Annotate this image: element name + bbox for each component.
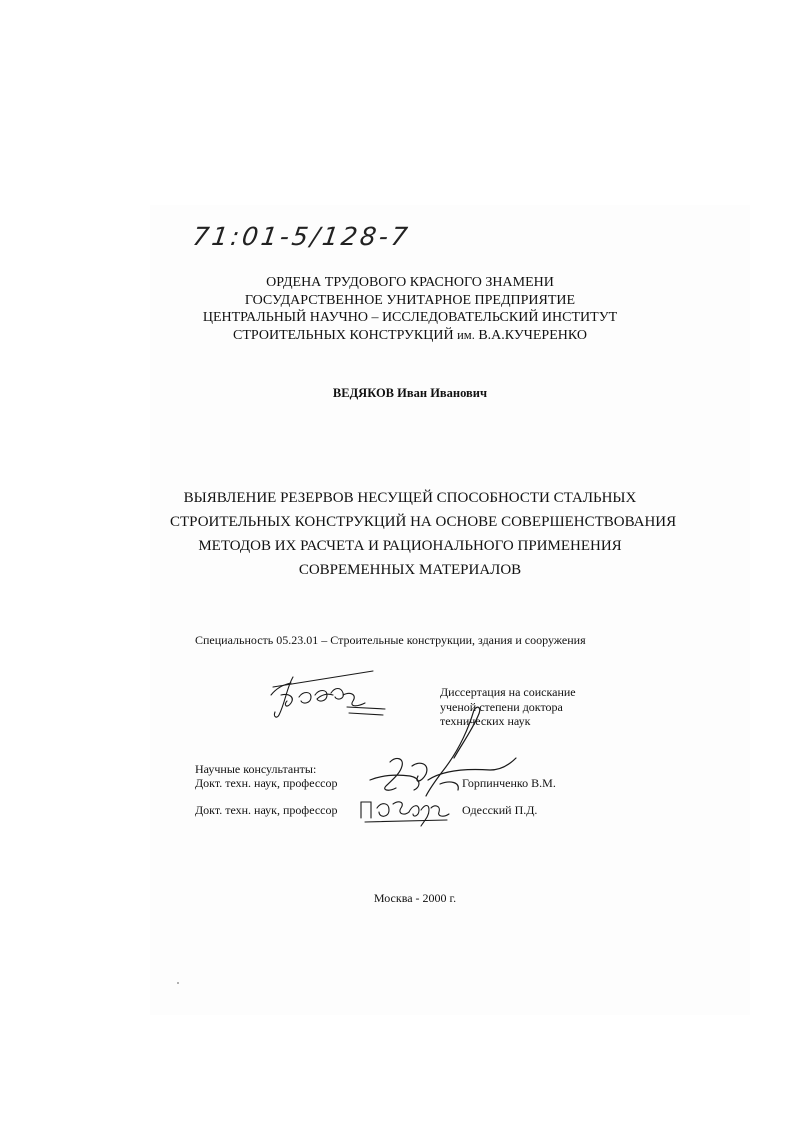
- dissertation-title: [170, 486, 677, 582]
- dissertation-line-2: ученой степени доктора: [440, 699, 563, 714]
- consultants-label: Научные консультанты:: [195, 762, 317, 776]
- org-line-4-main: СТРОИТЕЛЬНЫХ КОНСТРУКЦИЙ: [233, 327, 458, 343]
- consultant-signature-2: [355, 790, 455, 830]
- archive-code: 71:01-5/128-7: [190, 222, 413, 251]
- org-line-4: [190, 327, 630, 345]
- title-line-4: СОВРЕМЕННЫХ МАТЕРИАЛОВ: [298, 562, 522, 578]
- consultant-name-2: Одесский П.Д.: [462, 803, 538, 817]
- dissertation-line-1: Диссертация на соискание: [440, 685, 576, 699]
- org-line-2: ГОСУДАРСТВЕННОЕ УНИТАРНОЕ ПРЕДПРИЯТИЕ: [244, 292, 576, 308]
- consultant-name-1: Горпинченко В.М.: [462, 776, 556, 790]
- organization-header: [190, 274, 630, 344]
- author-name: ВЕДЯКОВ Иван Иванович: [332, 386, 488, 400]
- org-line-4-end: В.А.КУЧЕРЕНКО: [474, 327, 587, 343]
- org-line-3: ЦЕНТРАЛЬНЫЙ НАУЧНО – ИССЛЕДОВАТЕЛЬСКИЙ ИНСТИТУТ: [202, 310, 618, 325]
- city-year: Москва - 2000 г.: [373, 891, 457, 905]
- org-line-1: ОРДЕНА ТРУДОВОГО КРАСНОГО ЗНАМЕНИ: [266, 275, 554, 290]
- title-line-3: МЕТОДОВ ИХ РАСЧЕТА И РАЦИОНАЛЬНОГО ПРИМЕНЕНИЯ: [198, 538, 622, 554]
- title-line-1: ВЫЯВЛЕНИЕ РЕЗЕРВОВ НЕСУЩЕЙ СПОСОБНОСТИ СТАЛЬНЫХ: [183, 490, 637, 506]
- title-line-2: СТРОИТЕЛЬНЫХ КОНСТРУКЦИЙ НА ОСНОВЕ СОВЕРШЕНСТВОВАНИЯ: [170, 514, 677, 530]
- scan-speck: [177, 982, 179, 984]
- consultant-degree-1: Докт. техн. наук, профессор: [195, 776, 338, 790]
- dissertation-line-3: технических наук: [440, 714, 531, 728]
- consultant-degree-2: Докт. техн. наук, профессор: [195, 803, 338, 817]
- org-line-4-small: им.: [457, 327, 475, 342]
- specialty: Специальность 05.23.01 – Строительные конструкции, здания и сооружения: [195, 633, 586, 647]
